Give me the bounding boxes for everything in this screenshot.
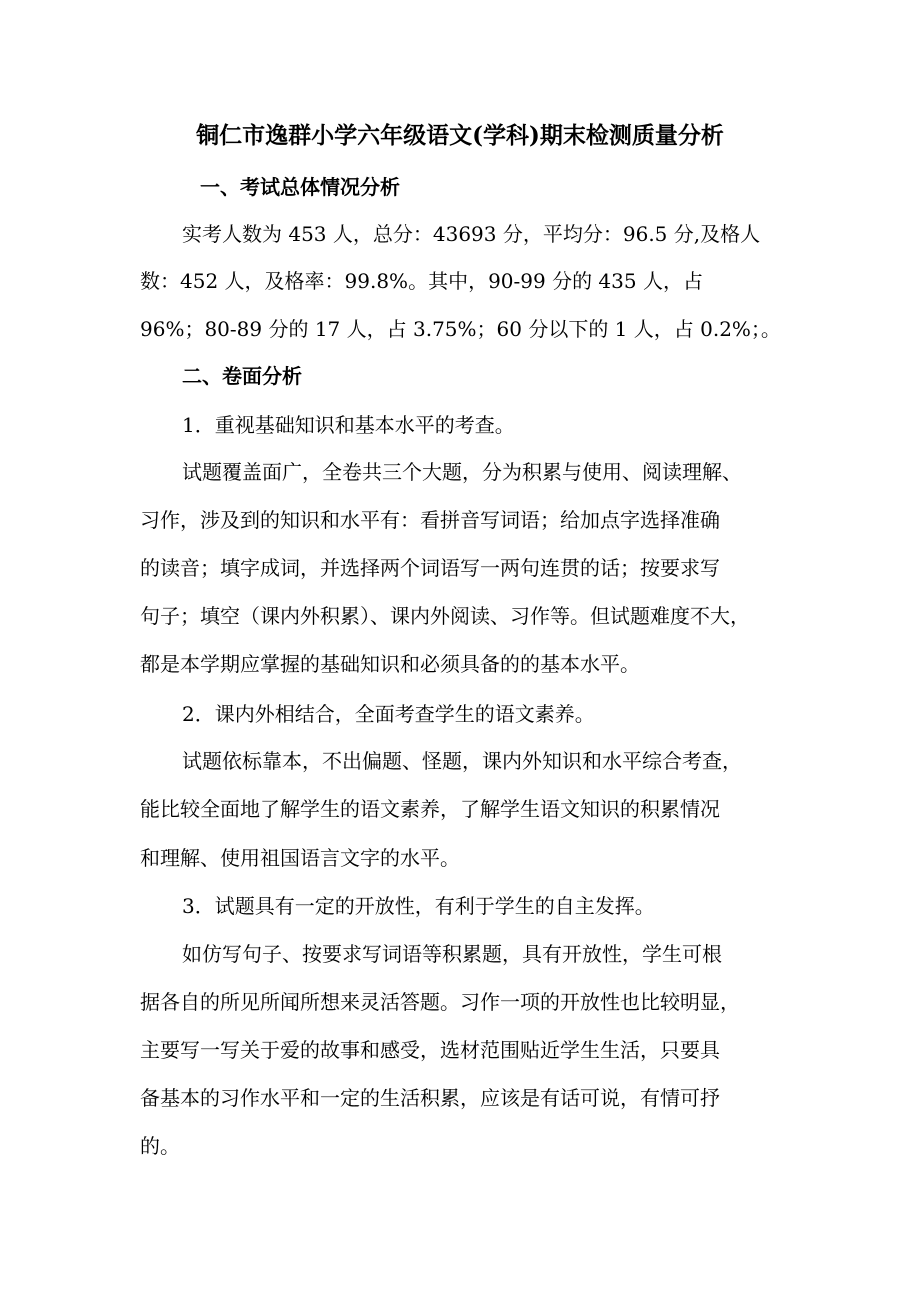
- paragraph-line: 如仿写句子、按要求写词语等积累题，具有开放性，学生可根: [182, 942, 722, 966]
- paragraph-line: 习作，涉及到的知识和水平有：看拼音写词语；给加点字选择准确: [140, 508, 720, 532]
- paragraph-line: 的。: [140, 1134, 180, 1158]
- paragraph-line: 试题覆盖面广，全卷共三个大题，分为积累与使用、阅读理解、: [182, 460, 742, 484]
- paragraph-line: 和理解、使用祖国语言文字的水平。: [140, 846, 460, 870]
- paragraph-line: 都是本学期应掌握的基础知识和必须具备的的基本水平。: [140, 652, 640, 676]
- paragraph-line: 能比较全面地了解学生的语文素养，了解学生语文知识的积累情况: [140, 797, 720, 821]
- section-heading-overall: 一、考试总体情况分析: [200, 175, 400, 199]
- item-heading: 1．重视基础知识和基本水平的考查。: [182, 413, 515, 437]
- paragraph-line: 句子；填空（课内外积累）、课内外阅读、习作等。但试题难度不大，: [140, 604, 750, 628]
- section-heading-paper-analysis: 二、卷面分析: [182, 364, 302, 388]
- paragraph-line: 主要写一写关于爱的故事和感受，选材范围贴近学生生活，只要具: [140, 1038, 720, 1062]
- paragraph-line: 实考人数为 453 人，总分：43693 分，平均分：96.5 分,及格人: [182, 222, 761, 246]
- document-title: 铜仁市逸群小学六年级语文(学科)期末检测质量分析: [196, 122, 724, 149]
- item-heading: 3．试题具有一定的开放性，有利于学生的自主发挥。: [182, 894, 655, 918]
- paragraph-line: 试题依标靠本，不出偏题、怪题，课内外知识和水平综合考查，: [182, 749, 742, 773]
- item-heading: 2．课内外相结合，全面考查学生的语文素养。: [182, 702, 595, 726]
- paragraph-line: 的读音；填字成词，并选择两个词语写一两句连贯的话；按要求写: [140, 556, 720, 580]
- paragraph-line: 数：452 人，及格率：99.8%。其中，90-99 分的 435 人，占: [140, 269, 703, 293]
- paragraph-line: 备基本的习作水平和一定的生活积累，应该是有话可说，有情可抒: [140, 1086, 720, 1110]
- paragraph-line: 据各自的所见所闻所想来灵活答题。习作一项的开放性也比较明显，: [140, 990, 740, 1014]
- paragraph-line: 96%；80-89 分的 17 人，占 3.75%；60 分以下的 1 人，占 0.2%；。: [140, 317, 781, 341]
